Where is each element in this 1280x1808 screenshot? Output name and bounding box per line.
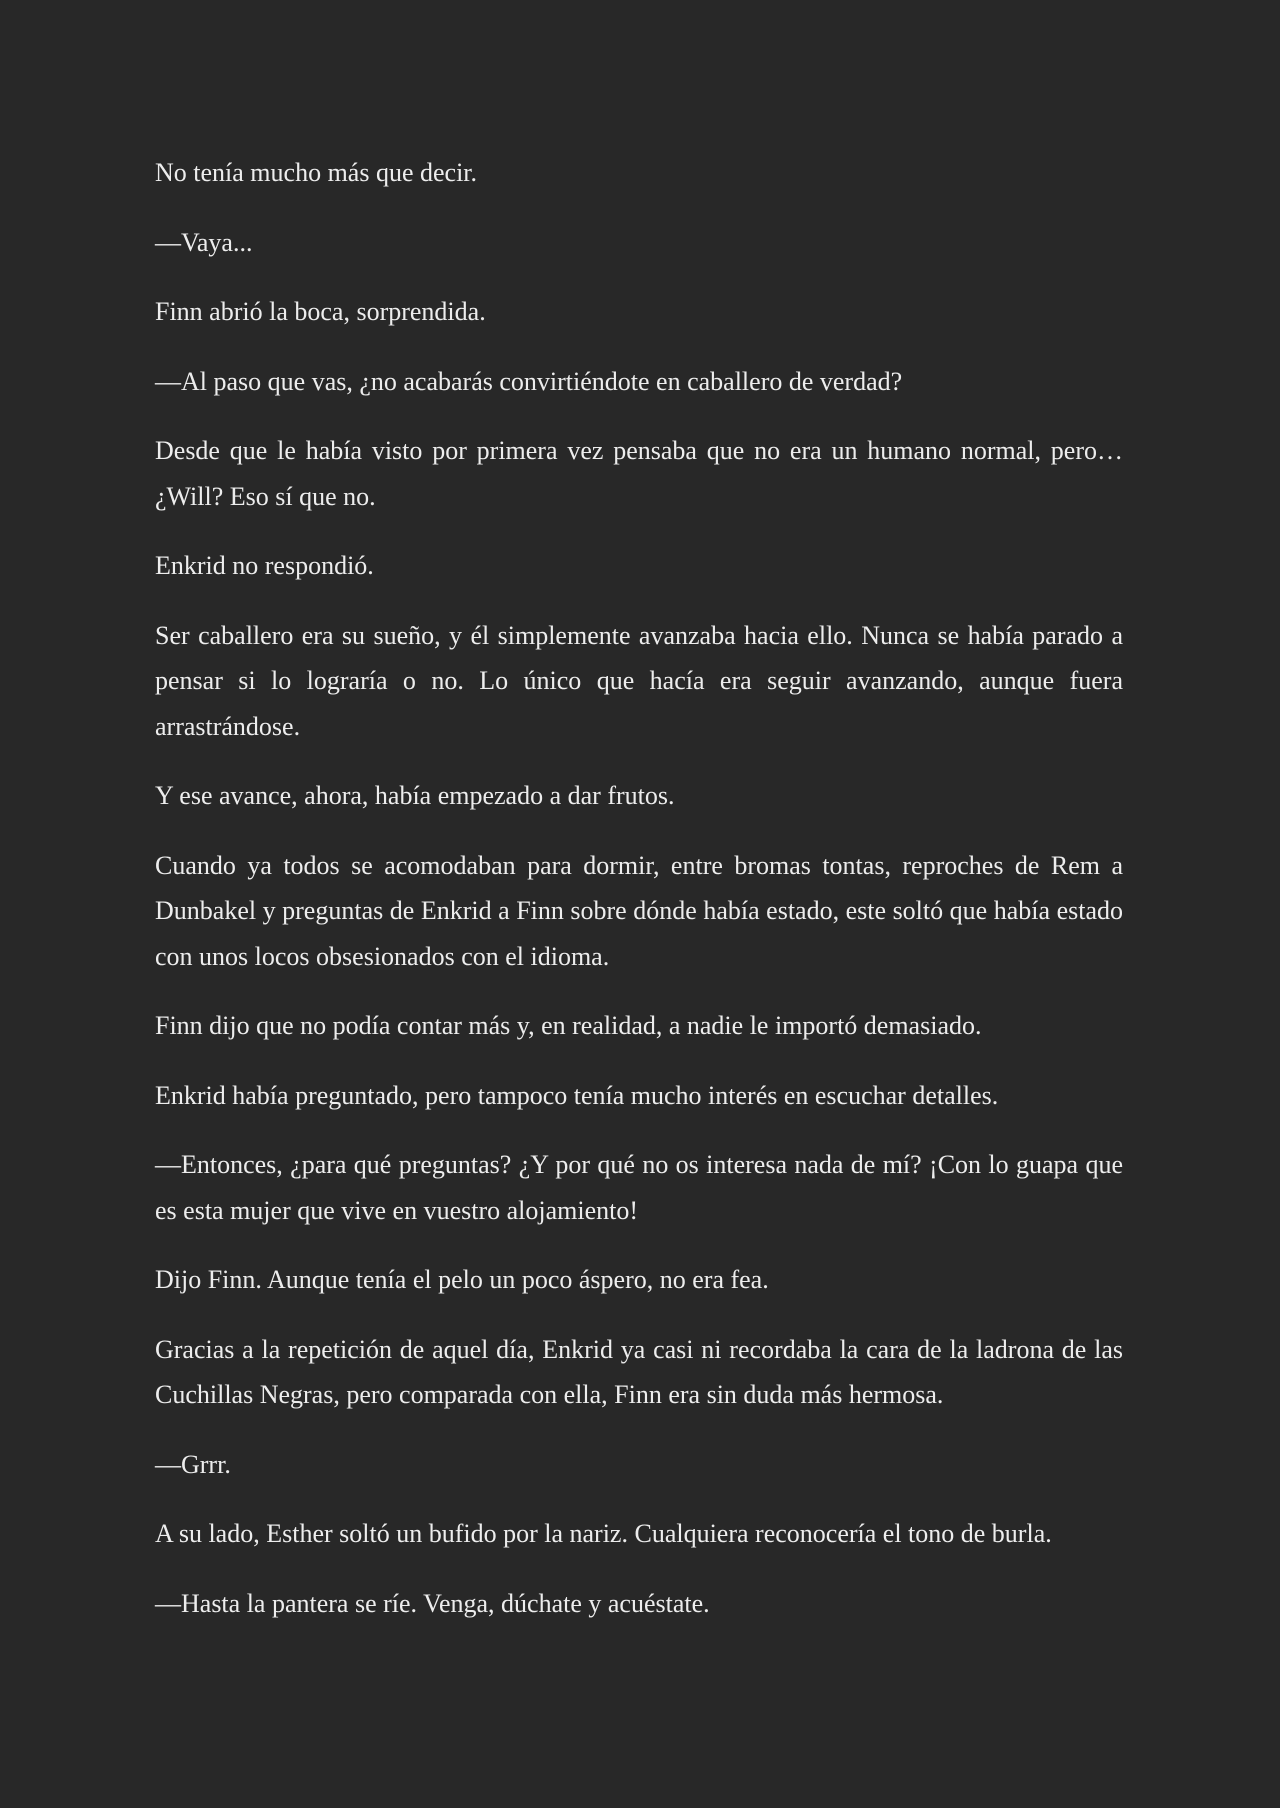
paragraph: Y ese avance, ahora, había empezado a dar frutos. xyxy=(155,781,675,810)
paragraph: —Entonces, ¿para qué preguntas? ¿Y por qué no os interesa nada de mí? ¡Con lo guapa que es esta mujer que vive en vuestro alojamiento! xyxy=(155,1150,1123,1225)
paragraph: Enkrid había preguntado, pero tampoco tenía mucho interés en escuchar detalles. xyxy=(155,1080,999,1110)
paragraph: Gracias a la repetición de aquel día, Enkrid ya casi ni recordaba la cara de la ladrona de las Cuchillas Negras, pero comparada con ella, Finn era sin duda más hermosa. xyxy=(155,1334,1123,1409)
paragraph: Desde que le había visto por primera vez pensaba que no era un humano normal, pero… ¿Will? Eso sí que no. xyxy=(155,436,1123,511)
paragraph: Finn dijo que no podía contar más y, en realidad, a nadie le importó demasiado. xyxy=(155,1011,982,1040)
paragraph: Enkrid no respondió. xyxy=(155,551,374,580)
paragraph: Dijo Finn. Aunque tenía el pelo un poco áspero, no era fea. xyxy=(155,1265,769,1294)
paragraph: No tenía mucho más que decir. xyxy=(155,158,478,187)
paragraph: Finn abrió la boca, sorprendida. xyxy=(155,297,486,326)
reader-page xyxy=(155,150,1123,1650)
paragraph: —Vaya... xyxy=(155,227,253,257)
paragraph: —Grrr. xyxy=(155,1449,231,1479)
paragraph: Cuando ya todos se acomodaban para dormir, entre bromas tontas, reproches de Rem a Dunbakel y preguntas de Enkrid a Finn sobre dónde había estado, este soltó que había estado con unos locos obsesionados con el idioma. xyxy=(155,850,1123,971)
paragraph: —Hasta la pantera se ríe. Venga, dúchate y acuéstate. xyxy=(155,1588,710,1618)
paragraph: —Al paso que vas, ¿no acabarás convirtiéndote en caballero de verdad? xyxy=(155,366,903,396)
paragraph: Ser caballero era su sueño, y él simplemente avanzaba hacia ello. Nunca se había parado a pensar si lo lograría o no. Lo único que hacía era seguir avanzando, aunque fuera arrastrándose. xyxy=(155,620,1123,741)
paragraph: A su lado, Esther soltó un bufido por la nariz. Cualquiera reconocería el tono de burla. xyxy=(155,1519,1052,1548)
